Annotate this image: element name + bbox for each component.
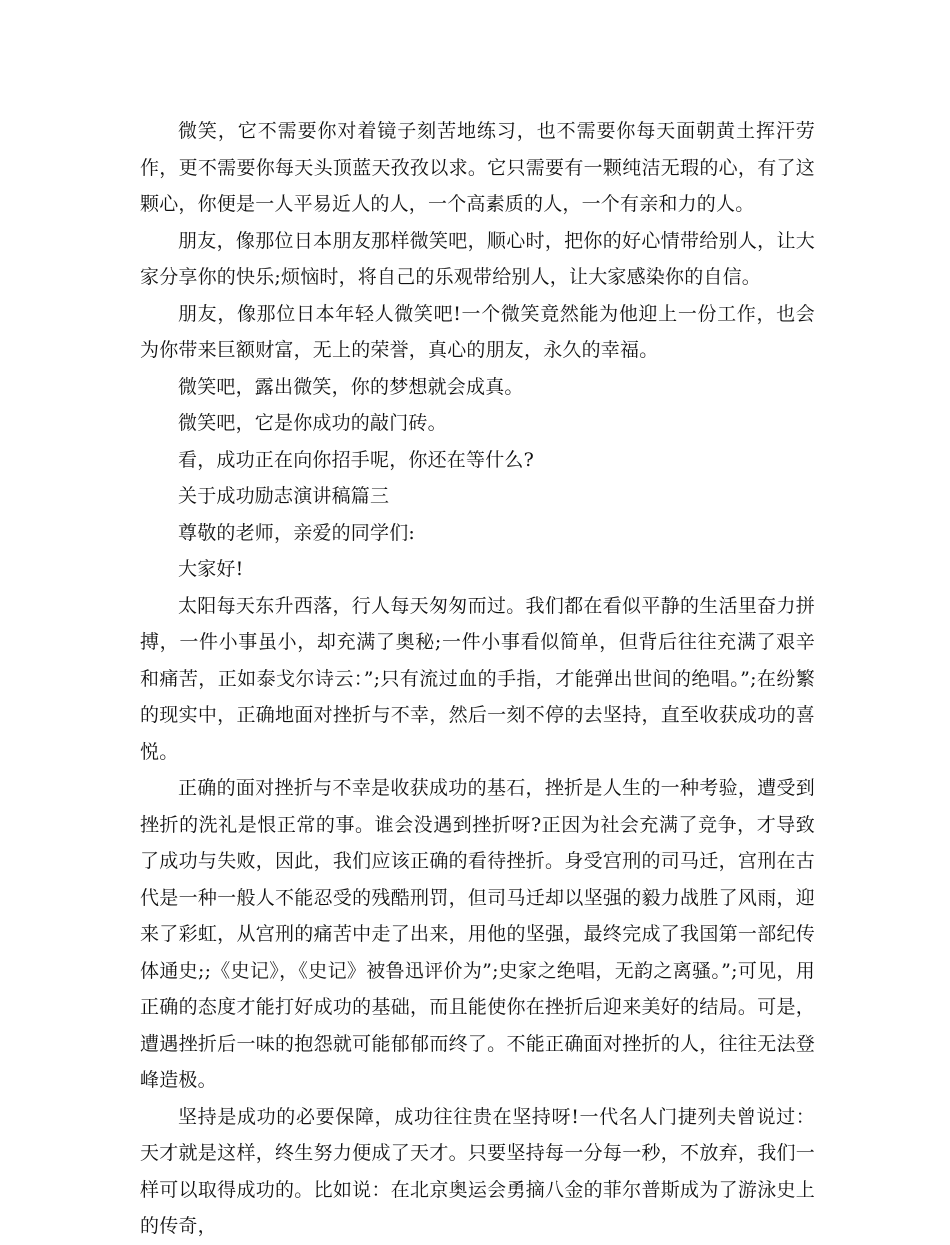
paragraph-smile-intro: 微笑，它不需要你对着镜子刻苦地练习，也不需要你每天面朝黄土挥汗劳作，更不需要你每天头顶蓝天孜孜以求。它只需要有一颗纯洁无瑕的心，有了这颗心，你便是一人平易近人的人，一个高素质的人，一个有亲和力的人。 xyxy=(140,120,815,215)
section-heading-part-three: 关于成功励志演讲稿篇三 xyxy=(178,485,390,507)
document-page xyxy=(140,113,815,1245)
paragraph-japanese-youth: 朋友，像那位日本年轻人微笑吧!一个微笑竟然能为他迎上一份工作，也会为你带来巨额财富，无上的荣誉，真心的朋友，永久的幸福。 xyxy=(140,302,815,361)
paragraph-japanese-friend: 朋友，像那位日本朋友那样微笑吧，顺心时，把你的好心情带给别人，让大家分享你的快乐;烦恼时，将自己的乐观带给别人，让大家感染你的自信。 xyxy=(140,229,815,288)
paragraph-sun-rises: 太阳每天东升西落，行人每天匆匆而过。我们都在看似平静的生活里奋力拼搏，一件小事虽小，却充满了奥秘;一件小事看似简单，但背后往往充满了艰辛和痛苦，正如泰戈尔诗云：”;只有流过血的手指，才能弹出世间的绝唱。”;在纷繁的现实中，正确地面对挫折与不幸，然后一刻不停的去坚持，直至收获成功的喜悦。 xyxy=(140,594,815,763)
paragraph-waiting: 看，成功正在向你招手呢，你还在等什么? xyxy=(178,448,534,471)
paragraph-stepping-stone: 微笑吧，它是你成功的敲门砖。 xyxy=(178,412,447,434)
salutation: 尊敬的老师，亲爱的同学们: xyxy=(178,521,416,544)
paragraph-dream: 微笑吧，露出微笑，你的梦想就会成真。 xyxy=(178,375,524,398)
paragraph-perseverance: 坚持是成功的必要保障，成功往往贵在坚持呀!一代名人门捷列夫曾说过：天才就是这样，终生努力便成了天才。只要坚持每一分每一秒，不放弃，我们一样可以取得成功的。比如说：在北京奥运会勇摘八金的菲尔普斯成为了游泳史上的传奇， xyxy=(140,1105,815,1237)
greeting: 大家好! xyxy=(178,558,244,580)
paragraph-facing-setbacks: 正确的面对挫折与不幸是收获成功的基石，挫折是人生的一种考验，遭受到挫折的洗礼是恨正常的事。谁会没遇到挫折呀?正因为社会充满了竞争，才导致了成功与失败，因此，我们应该正确的看待挫折。身受宫刑的司马迁，宫刑在古代是一种一般人不能忍受的残酷刑罚，但司马迁却以坚强的毅力战胜了风雨，迎来了彩虹，从宫刑的痛苦中走了出来，用他的坚强，最终完成了我国第一部纪传体通史;;《史记》，《史记》被鲁迅评价为”;史家之绝唱，无韵之离骚。”;可见，用正确的态度才能打好成功的基础，而且能使你在挫折后迎来美好的结局。可是，遭遇挫折后一味的抱怨就可能郁郁而终了。不能正确面对挫折的人，往往无法登峰造极。 xyxy=(140,777,815,1091)
